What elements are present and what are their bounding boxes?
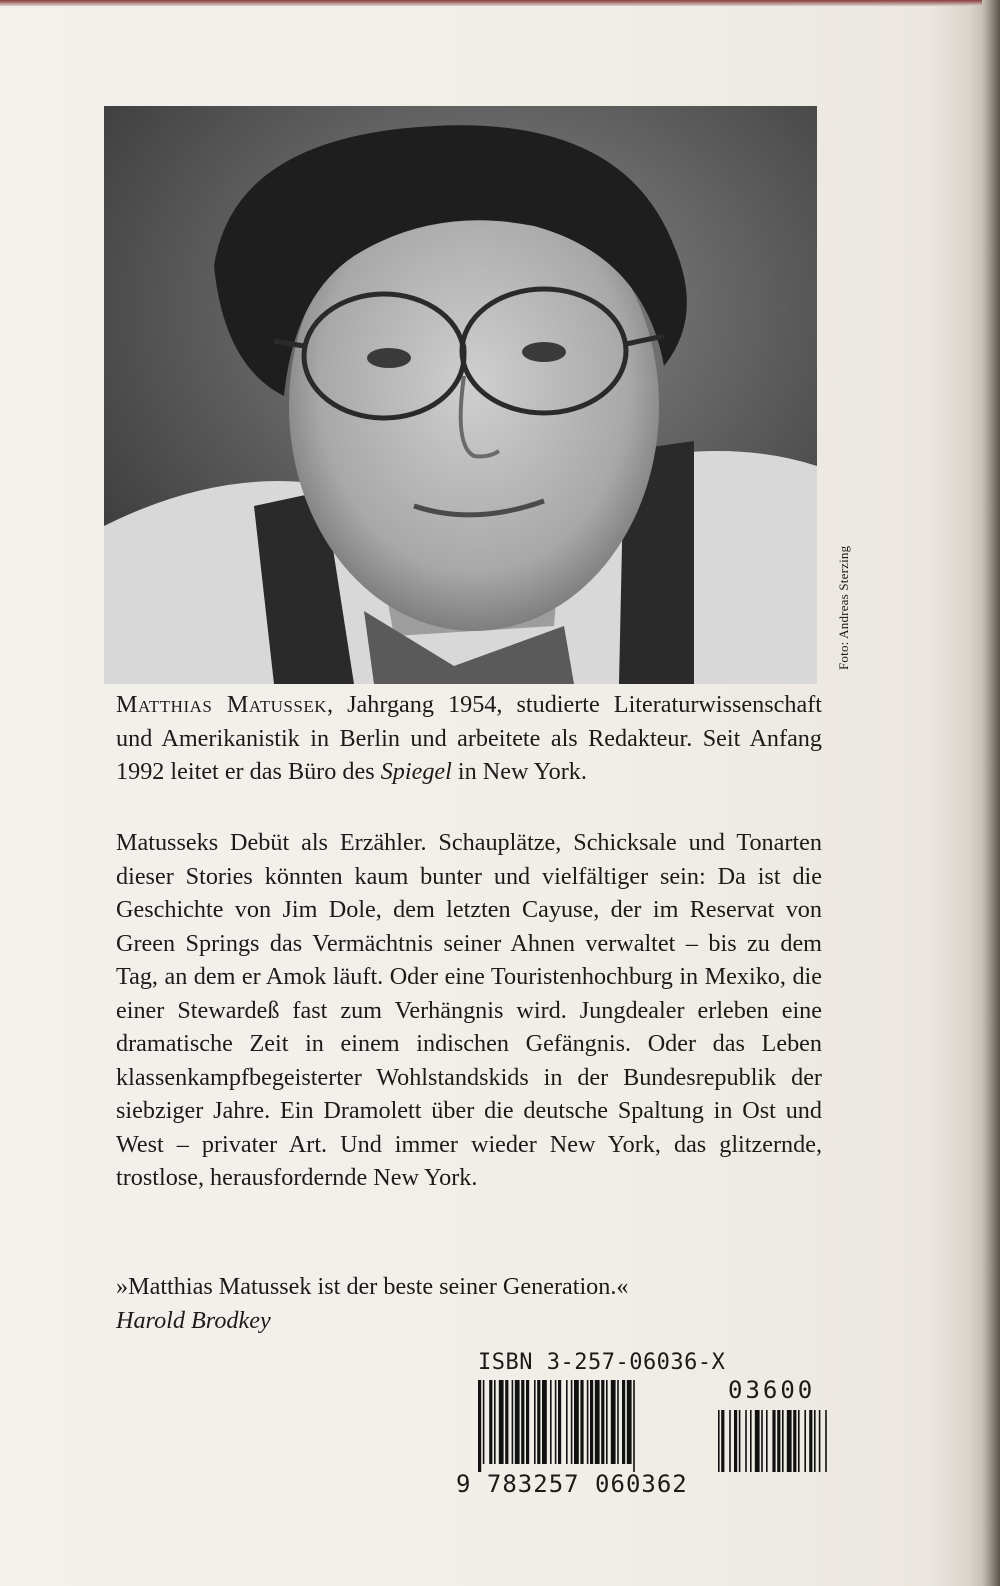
ean-number: 9 783257 060362 xyxy=(456,1470,688,1498)
photo-credit: Foto: Andreas Sterzing xyxy=(836,545,851,670)
magazine-title: Spiegel xyxy=(380,758,452,785)
quote-attribution: Harold Brodkey xyxy=(116,1306,271,1334)
author-bio-text-1: , Jahrgang 1954, studierte Literaturwissenschaft und Amerikanistik in Berlin und arbeitete als Redakteur. Seit Anfang 1992 leitet er das Büro des xyxy=(116,691,823,785)
author-photo xyxy=(104,106,817,684)
cover-top-edge xyxy=(0,0,1000,6)
cover-spine-edge xyxy=(982,0,1000,1586)
quote-text: »Matthias Matussek ist der beste seiner Generation.« xyxy=(116,1273,629,1300)
author-bio-text-2: in New York. xyxy=(451,758,587,785)
book-blurb xyxy=(116,826,822,1195)
isbn-number: ISBN 3-257-06036-X xyxy=(478,1350,726,1375)
author-name: Matthias Matussek xyxy=(116,691,328,718)
barcode-addon: 03600 xyxy=(728,1376,816,1404)
review-quote xyxy=(116,1270,822,1337)
author-bio xyxy=(116,688,822,789)
barcode xyxy=(456,1350,836,1510)
blurb-text: Matusseks Debüt als Erzähler. Schauplätze, Schicksale und Tonarten dieser Stories könnten kaum bunter und vielfältiger sein: Da ist die Geschichte von Jim Dole, dem letzten Cayuse, der im Reservat von Green Springs das Vermächtnis seiner Ahnen verwaltet – bis zu dem Tag, an dem er Amok läuft. Oder eine Touristenhochburg in Mexiko, die einer Stewardeß fast zum Verhängnis wird. Jungdealer erleben eine dramatische Zeit in einem indischen Gefängnis. Oder das Leben klassenkampfbegeisterter Wohlstandskids in der Bundesrepublik der siebziger Jahre. Ein Dramolett über die deutsche Spaltung in Ost und West – privater Art. Und immer wieder New York, das glitzernde, trostlose, herausfordernde New York. xyxy=(116,829,822,1191)
